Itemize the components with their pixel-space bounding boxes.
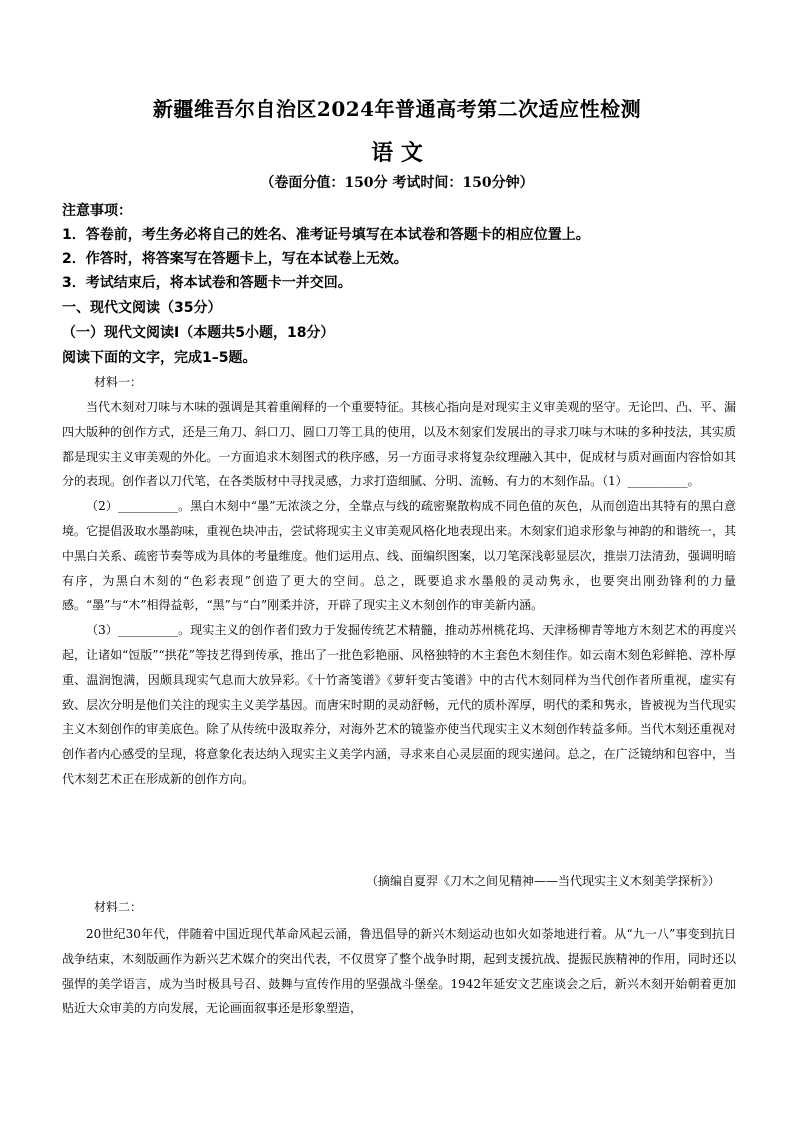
material2-body xyxy=(62,922,736,1021)
material1-body xyxy=(62,395,736,792)
material1-paragraph: （3）__________。现实主义的创作者们致力于发掘传统艺术精髓，推动苏州桃花坞、天津杨柳青等地方木刻艺术的再度兴起，让诸如“饾版”“拱花”等技艺得到传承，推出了一批色彩艳丽、风格独特的木主套色木刻佳作。如云南木刻色彩鲜艳、淳朴厚重、温润饱满，因颇具现实气息而大放异彩。《十竹斋笺谱》《萝轩变古笺谱》中的古代木刻同样为当代创作者所重视，虚实有致、层次分明是他们关注的现实主义美学基因。而唐宋时期的灵动舒畅，元代的质朴浑厚，明代的柔和隽永，皆被视为当代现实主义木刻创作的审美底色。除了从传统中汲取养分，对海外艺术的镜鉴亦使当代现实主义木刻创作转益多师。当代木刻还重视对创作者内心感受的呈现，将意象化表达纳入现实主义美学内涵，寻求来自心灵层面的现实递问。总之，在广泛镜纳和包容中，当代木刻艺术正在形成新的创作方向。 xyxy=(62,623,736,786)
material1-paragraph: （2）__________。黑白木刻中“墨”无浓淡之分，全靠点与线的疏密聚散构成不同色值的灰色，从而创造出其特有的黑白意境。它提倡汲取水墨韵味，重视色块冲击，尝试将现实主义审美观风格化地表现出来。木刻家们追求形象与神韵的和谐统一，其中黑白关系、疏密节奏等成为具体的考量维度。他们运用点、线、面编织图案，以刀笔深浅彰显层次，推崇刀法清劲，强调明暗有序，为黑白木刻的“色彩表现”创造了更大的空间。总之，既要追求水墨般的灵动隽永，也要突出刚劲锋利的力量感。“墨”与“木”相得益彰，“黑”与“白”刚柔并济，开辟了现实主义木刻创作的审美新内涵。 xyxy=(62,499,736,613)
notice-heading: 注意事项： xyxy=(62,203,132,219)
notice-item: 2．作答时，将答案写在答题卡上，写在本试卷上无效。 xyxy=(62,251,408,267)
material1-source: （摘编自夏羿《刀木之间见精神——当代现实主义木刻美学探析》） xyxy=(365,874,720,888)
exam-title: 新疆维吾尔自治区2024年普通高考第二次适应性检测 xyxy=(152,97,642,121)
section-instruction: 阅读下面的文字，完成1–5题。 xyxy=(62,350,257,366)
section-title: 一、现代文阅读（35分） xyxy=(62,300,222,316)
material2-label: 材料二： xyxy=(94,900,143,914)
subject-title: 语 文 xyxy=(371,140,423,166)
material2-paragraph: 20世纪30年代，伴随着中国近现代革命风起云涌，鲁迅倡导的新兴木刻运动也如火如荼地进行着。从“九一八”事变到抗日战争结束，木刻版画作为新兴艺术媒介的突出代表，不仅贯穿了整个战争时期，起到支援抗战、提振民族精神的作用，同时还以强悍的美学语言，成为当时极具号召、鼓舞与宣传作用的坚强战斗堡垒。1942年延安文艺座谈会之后，新兴木刻开始朝着更加贴近大众审美的方向发展，无论画面叙事还是形象塑造， xyxy=(62,927,736,1016)
notice-item: 1．答卷前，考生务必将自己的姓名、准考证号填写在本试卷和答题卡的相应位置上。 xyxy=(62,227,590,243)
material1-paragraph: 当代木刻对刀味与木味的强调是其着重阐释的一个重要特征。其核心指向是对现实主义审美观的坚守。无论凹、凸、平、漏四大版种的创作方式，还是三角刀、斜口刀、圆口刀等工具的使用，以及木刻家们发展出的寻求刀味与木味的多种技法，其实质都是现实主义审美观的外化。一方面追求木刻图式的秩序感，另一方面寻求将复杂纹理融入其中，促成材与质对画面内容恰如其分的表现。创作者以刀代笔，在各类版材中寻找灵感，力求打造细腻、分明、流畅、有力的木刻作品。（1）__________。 xyxy=(62,400,736,489)
notice-item: 3．考试结束后，将本试卷和答题卡一并交回。 xyxy=(62,275,352,291)
exam-info: （卷面分值：150分 考试时间：150分钟） xyxy=(260,175,534,191)
section-subtitle: （一）现代文阅读Ⅰ（本题共5小题，18分） xyxy=(62,325,335,341)
material1-label: 材料一： xyxy=(94,375,143,389)
